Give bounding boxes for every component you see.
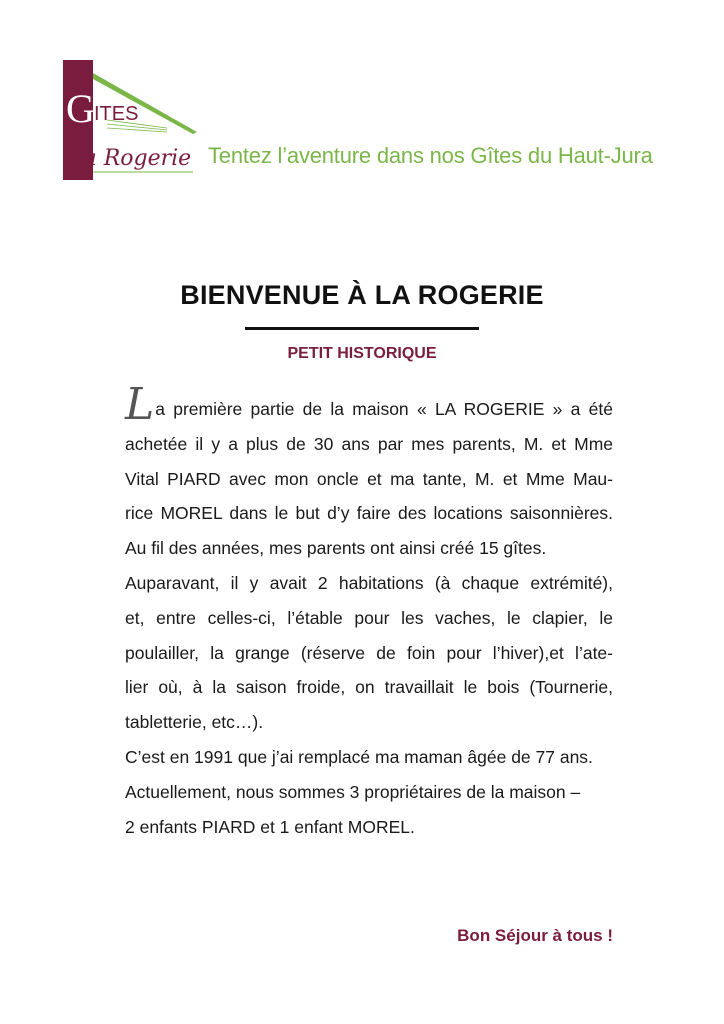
text-line: achetée il y a plus de 30 ans par mes parents, M. et Mme <box>125 433 613 454</box>
text-line: Au fil des années, mes parents ont ainsi créé 15 gîtes. <box>125 538 547 559</box>
text-line: Auparavant, il y avait 2 habitations (à chaque extrémité), <box>125 572 613 593</box>
logo-word-bottom: La Rogerie <box>69 146 192 171</box>
title-rule <box>245 327 479 330</box>
text-line: tabletterie, etc…). <box>125 712 264 733</box>
logo-roof-line-3 <box>107 128 167 132</box>
text-line: Vital PIARD avec mon oncle et ma tante, M. et Mme Mau- <box>125 468 613 489</box>
page-title: BIENVENUE À LA ROGERIE <box>180 280 544 310</box>
logo-graphic <box>63 60 203 182</box>
section-subtitle: PETIT HISTORIQUE <box>287 345 437 362</box>
gites-la-rogerie-logo <box>63 60 203 182</box>
signoff: Bon Séjour à tous ! <box>457 926 613 945</box>
drop-cap: L <box>125 379 155 430</box>
text-line: lier où, à la saison froide, on travaillait le bois (Tournerie, <box>125 677 613 698</box>
logo-initial: G <box>66 86 95 131</box>
text-line: poulailler, la grange (réserve de foin pour l’hiver),et l’ate- <box>125 642 613 663</box>
logo-word-top: ITES <box>94 103 139 125</box>
text-line: et, entre celles-ci, l’étable pour les vaches, le clapier, le <box>125 607 613 628</box>
tagline: Tentez l’aventure dans nos Gîtes du Haut-Jura <box>208 143 653 168</box>
text-line <box>125 379 613 430</box>
text-line: rice MOREL dans le but d’y faire des locations saisonnières. <box>125 503 613 524</box>
text-line: C’est en 1991 que j’ai remplacé ma maman âgée de 77 ans. <box>125 746 593 767</box>
text-line: Actuellement, nous sommes 3 propriétaires de la maison – <box>125 781 581 802</box>
text-line-content: a première partie de la maison « LA ROGERIE » a été <box>155 399 613 419</box>
text-line: 2 enfants PIARD et 1 enfant MOREL. <box>125 816 415 837</box>
history-text <box>125 379 613 844</box>
